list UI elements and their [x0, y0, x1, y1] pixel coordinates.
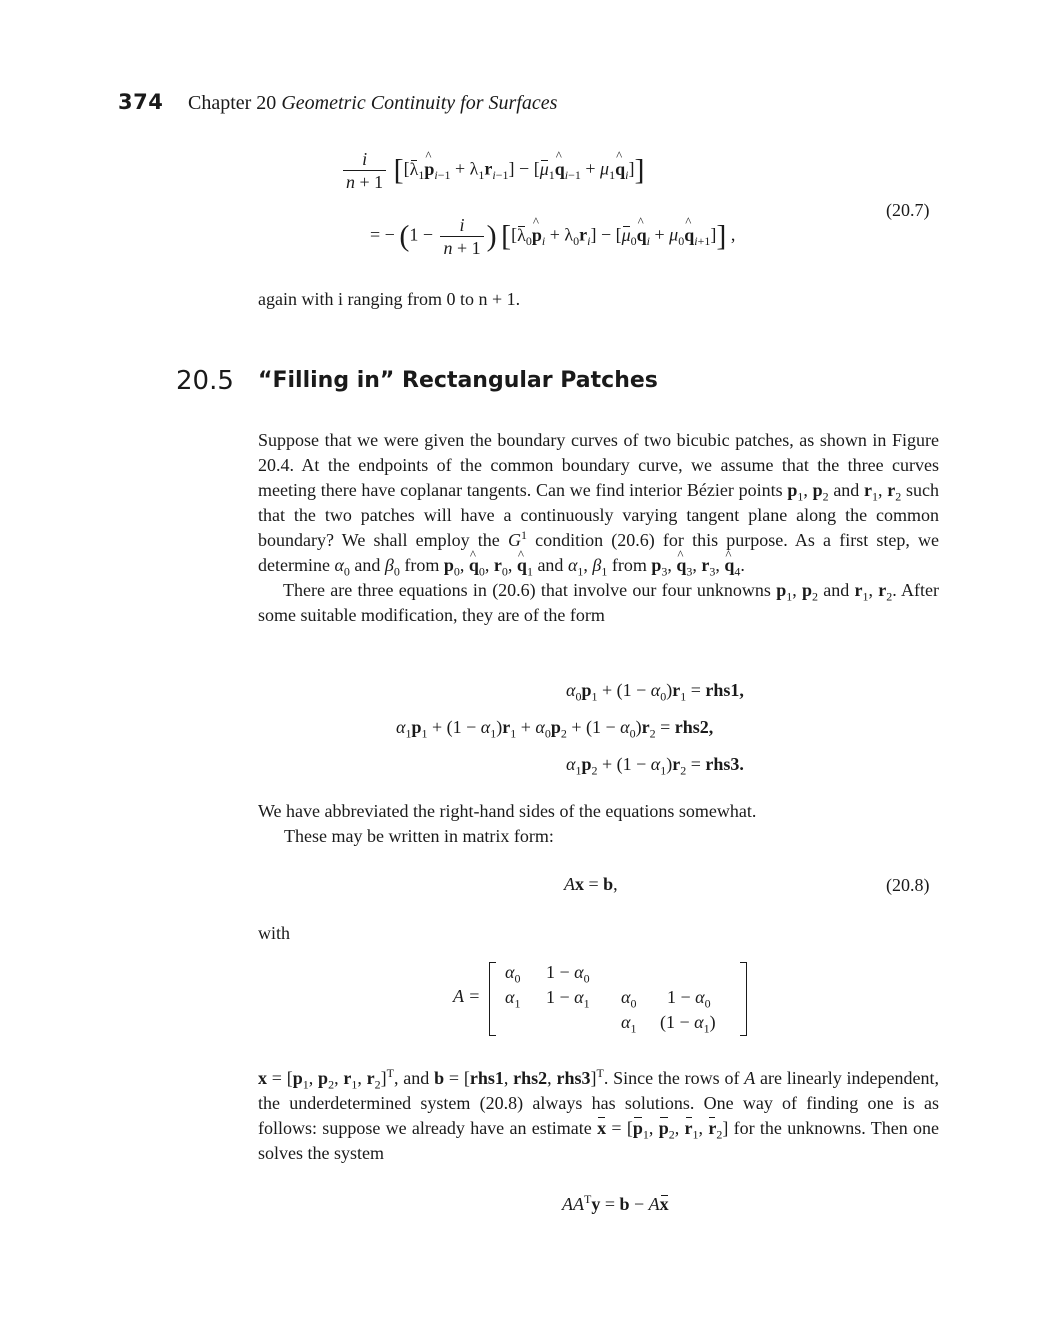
matrix-left-bracket [489, 962, 496, 1036]
abbreviation-note: We have abbreviated the right-hand sides of the equations somewhat. [258, 801, 757, 821]
after-equation-text: again with i ranging from 0 to n + 1. [258, 289, 521, 309]
chapter-title: Geometric Continuity for Surfaces [281, 92, 558, 114]
with-label: with [258, 923, 291, 943]
matrix-intro: These may be written in matrix form: [284, 826, 554, 846]
running-head [188, 92, 557, 115]
equation-20-7-line-2: = − (1 − $\frac{i}{n + 1}$ ) [[$\lambda_0\^{}$ $p_i + \lambda_0r_i$] − [$\mu_0\^{}$ $q_i$ + $\mu_0\^{}$ $q_{i+1}$]] , [370, 214, 735, 259]
system-equation-1: $\alpha_0p_1 + (1 - \alpha_0)r_1 = rhs1$, [566, 680, 744, 704]
rhs2: rhs2, [674, 717, 714, 737]
rhs3: rhs3. [705, 754, 744, 774]
rhs1: rhs1, [705, 680, 744, 700]
equation-number-20-8: (20.8) [886, 875, 930, 895]
matrix-right-bracket [740, 962, 747, 1036]
final-equation: $AA^Ty = b - Ax$ [562, 1192, 669, 1214]
system-equation-2: $\alpha_1p_1 + (1 - \alpha_1)r_1 + \alpha_0p_2 + (1 - \alpha_0)r_2 = rhs2$, [396, 717, 714, 741]
chapter-label: Chapter 20 [188, 92, 277, 114]
paragraph-2: $x = [p_1$, $p_2$, $r_1$, $r_2]^T$, and b = [rhs1, rhs2, rhs3]$^T$. Since the rows of A are linearly independent, the underdetermined system (20.8) always has solutions. One way of finding one is as follows: suppose we already have an estimate $x = [p_1$, $p_2$, $r_1$, $r_2$] for the unknowns. Then one solves the system [258, 1066, 940, 1163]
equation-number-20-7: (20.7) [886, 200, 930, 220]
page-number: 374 [118, 90, 164, 114]
paragraph-1: Suppose that we were given the boundary curves of two bicubic patches, as shown in Figure 20.4. At the endpoints of the common boundary curve, we assume that the three curves meeting there have coplanar tangents. Can we find interior Bézier points $p_1$, $p_2$ and $r_1$, $r_2$ such that the two patches will have a continuously varying tangent plane along the common boundary? We shall employ the $G^1$ condition (20.6) for this purpose. As a first step, we determine $\alpha_0$ and $\beta_0$ from $p_0$, ^ $q_0$, $r_0$, ^ $q_1$ and $\alpha_1$, $\beta_1$ from $p_3$, ^ $q_3$, $r_3$, ^ $q_4$. There are three equations in (20.6) that involve our four unknowns $p_1$, $p_2$ and $r_1$, $r_2$. After some suitable modification, they are of the form [258, 428, 939, 628]
equation-20-7-line-1: $\frac{i}{n + 1}$ [[$\lambda_1\^{}$ $p_{i-1} + \lambda_1r_{i-1}$] − [$\mu_1\^{}$ $q_{i-1}$ + $\mu_1\^{}$ $q_i$]] [340, 148, 644, 193]
section-title: “Filling in” Rectangular Patches [258, 368, 658, 393]
section-number: 20.5 [176, 366, 234, 396]
system-equation-3: $\alpha_1p_2 + (1 - \alpha_1)r_2 = rhs3$. [566, 754, 744, 778]
equation-20-8: Ax = b, [564, 874, 618, 894]
